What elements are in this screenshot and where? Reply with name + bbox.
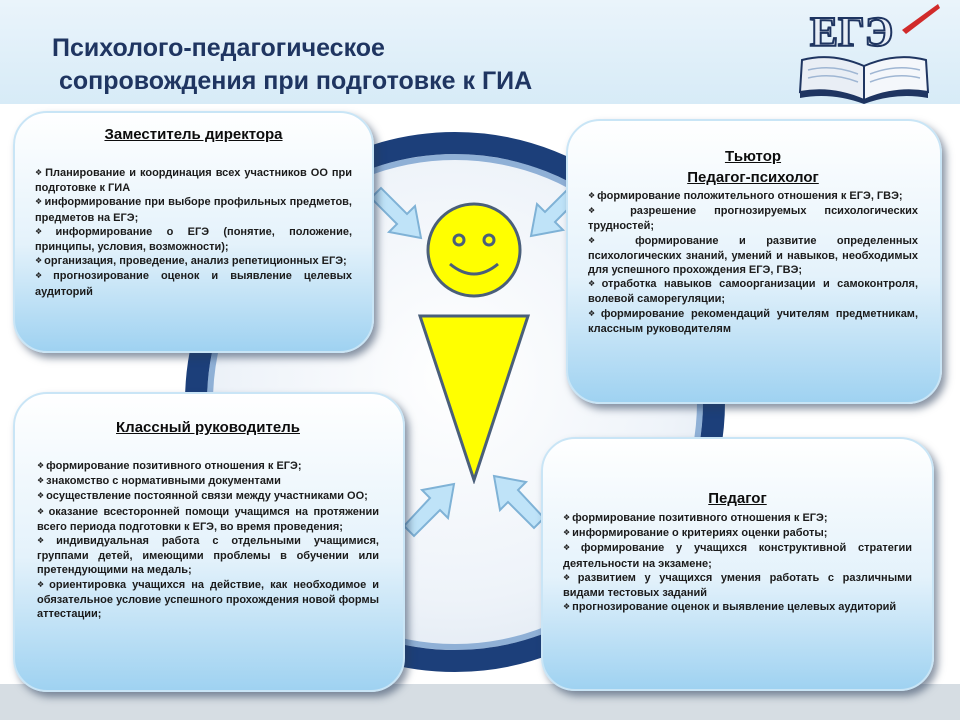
list-item: ❖ индивидуальная работа с отдельными учащимися, группами детей, имеющими проблемы в обучении или претендующими на медаль; (37, 534, 379, 578)
list-item: ❖ осуществление постоянной связи между участниками ОО; (37, 489, 379, 504)
list-item: ❖ формирование позитивного отношения к ЕГЭ; (563, 511, 912, 526)
list-item: ❖ формирование у учащихся конструктивной стратегии деятельности на экзамене; (563, 541, 912, 570)
deputy-director-card (13, 111, 374, 353)
teacher-list (563, 511, 912, 615)
class-teacher-card (13, 392, 405, 692)
teacher-title: Педагог (708, 490, 767, 507)
list-item: ❖ формирование положительного отношения к ЕГЭ, ГВЭ; (588, 189, 918, 204)
list-item: ❖ прогнозирование оценок и выявление целевых аудиторий (35, 269, 352, 298)
tutor-psychologist-list (588, 189, 918, 336)
list-item: ❖ оказание всесторонней помощи учащимся на протяжении всего периода подготовки к ЕГЭ, во время проведения; (37, 505, 379, 534)
list-item: ❖ отработка навыков самоорганизации и самоконтроля, волевой саморегуляции; (588, 277, 918, 306)
tutor-title: Тьютор (724, 148, 782, 165)
figure-body-triangle (416, 312, 532, 484)
psychologist-title: Педагог-психолог (687, 169, 819, 186)
smiley-face-icon (424, 200, 524, 300)
list-item: ❖ информирование о критериях оценки работы; (563, 526, 912, 541)
page-title: Психолого-педагогическое сопровождения при подготовке к ГИА (52, 34, 533, 95)
list-item: ❖ организация, проведение, анализ репетиционных ЕГЭ; (35, 254, 352, 269)
tutor-psychologist-card (566, 119, 942, 404)
list-item: ❖ разрешение прогнозируемых психологических трудностей; (588, 204, 918, 233)
list-item: ❖ формирование позитивного отношения к ЕГЭ; (37, 459, 379, 474)
list-item: ❖ информирование о ЕГЭ (понятие, положение, принципы, условия, возможности); (35, 225, 352, 254)
list-item: ❖ формирование и развитие определенных психологических знаний, умений и навыков, необходимых для успешного прохождения ЕГЭ, ГВЭ; (588, 234, 918, 278)
list-item: ❖ формирование рекомендаций учителям предметникам, классным руководителям (588, 307, 918, 336)
class-teacher-title: Классный руководитель (116, 419, 300, 436)
deputy-director-title: Заместитель директора (104, 126, 283, 143)
list-item: ❖ информирование при выборе профильных предметов, предметов на ЕГЭ; (35, 195, 352, 224)
list-item: ❖ знакомство с нормативными документами (37, 474, 379, 489)
list-item: ❖ ориентировка учащихся на действие, как необходимое и обязательное условие успешного прохождения новой формы аттестации; (37, 578, 379, 622)
list-item: ❖ развитием у учащихся умения работать с различными видами тестовых заданий (563, 571, 912, 600)
ege-book-logo (792, 0, 942, 104)
list-item: ❖ Планирование и координация всех участников ОО при подготовке к ГИА (35, 166, 352, 195)
list-item: ❖ прогнозирование оценок и выявление целевых аудиторий (563, 600, 912, 615)
svg-text:ЕГЭ: ЕГЭ (810, 10, 894, 56)
class-teacher-list (37, 459, 379, 621)
teacher-card (541, 437, 934, 691)
deputy-director-list (35, 166, 352, 299)
